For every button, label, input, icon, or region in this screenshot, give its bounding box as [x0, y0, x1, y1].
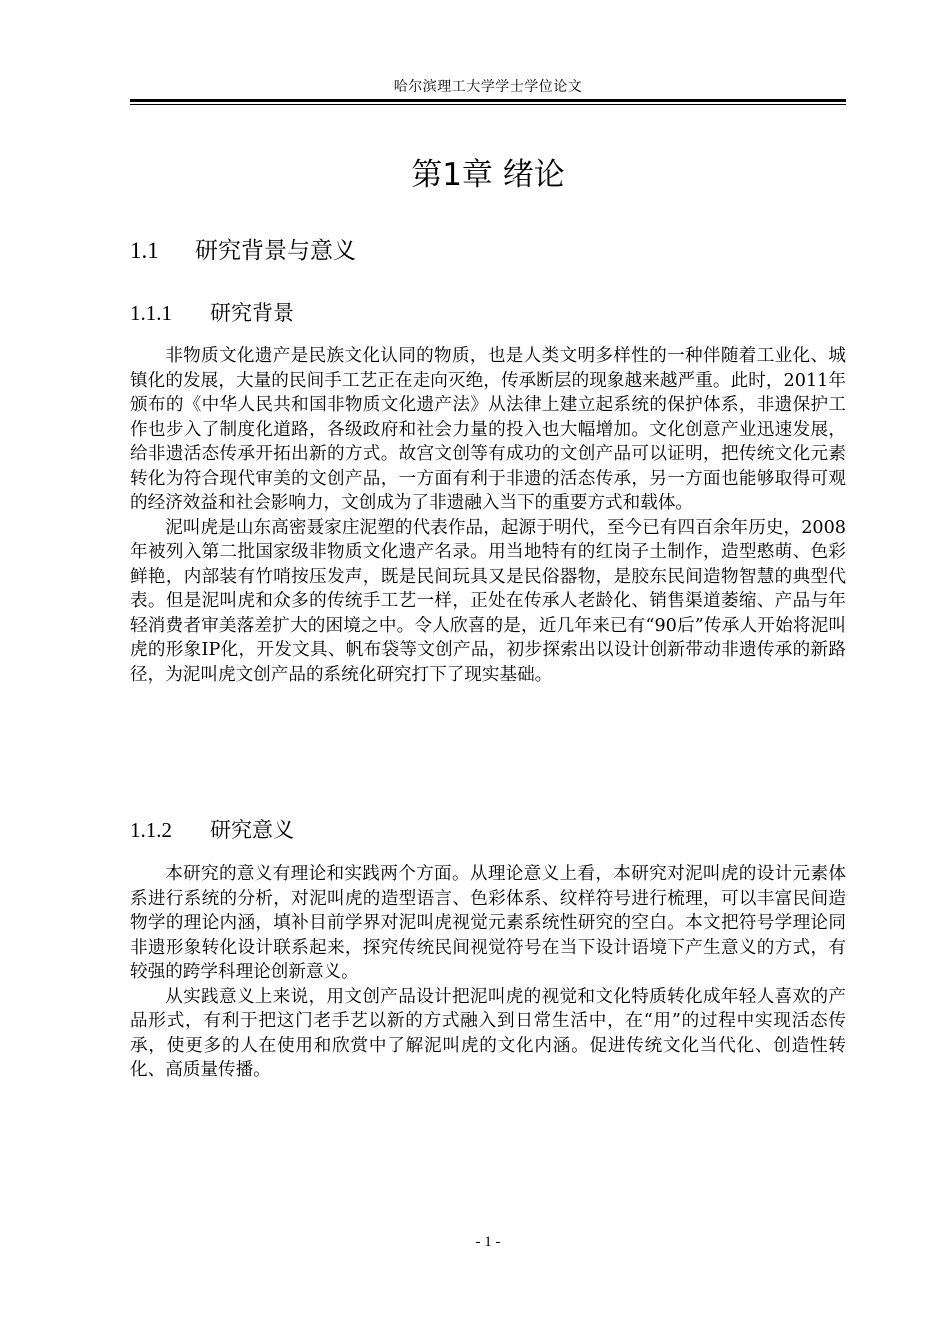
subsection-title: 研究背景 [210, 301, 294, 325]
chapter-title: 第1章 绪论 [411, 157, 565, 193]
subsection-heading-1-1-2 [130, 816, 294, 844]
running-header: 哈尔滨理工大学学士学位论文 [393, 79, 583, 95]
page-number: - 1 - [475, 1234, 501, 1250]
section-title: 研究背景与意义 [195, 238, 356, 264]
subsection-heading-1-1-1 [130, 299, 294, 327]
header-rule-thin [130, 104, 846, 105]
subsection-body-1-1-2 [130, 862, 846, 1083]
subsection-number: 1.1.1 [130, 301, 172, 325]
section-heading-1-1 [130, 236, 356, 266]
body-paragraph: 非物质文化遗产是民族文化认同的物质，也是人类文明多样性的一种伴随着工业化、城镇化的发展，大量的民间手工艺正在走向灭绝，传承断层的现象越来越严重。此时，2011年颁布的《中华人民共和国非物质文化遗产法》从法律上建立起系统的保护体系，非遗保护工作也步入了制度化道路，各级政府和社会力量的投入也大幅增加。文化创意产业迅速发展，给非遗活态传承开拓出新的方式。故宫文创等有成功的文创产品可以证明，把传统文化元素转化为符合现代审美的文创产品，一方面有利于非遗的活态传承，另一方面也能够取得可观的经济效益和社会影响力，文创成为了非遗融入当下的重要方式和载体。 [130, 346, 846, 513]
section-number: 1.1 [130, 238, 159, 263]
subsection-body-1-1-1 [130, 344, 846, 687]
header-rule-thick [130, 99, 846, 102]
subsection-number: 1.1.2 [130, 818, 172, 842]
body-paragraph: 本研究的意义有理论和实践两个方面。从理论意义上看，本研究对泥叫虎的设计元素体系进行系统的分析，对泥叫虎的造型语言、色彩体系、纹样符号进行梳理，可以丰富民间造物学的理论内涵，填补目前学界对泥叫虎视觉元素系统性研究的空白。本文把符号学理论同非遗形象转化设计联系起来，探究传统民间视觉符号在当下设计语境下产生意义的方式，有较强的跨学科理论创新意义。 [130, 864, 846, 982]
body-paragraph: 泥叫虎是山东高密聂家庄泥塑的代表作品，起源于明代，至今已有四百余年历史，2008年被列入第二批国家级非物质文化遗产名录。用当地特有的红岗子土制作，造型憨萌、色彩鲜艳，内部装有竹哨按压发声，既是民间玩具又是民俗器物，是胶东民间造物智慧的典型代表。但是泥叫虎和众多的传统手工艺一样，正处在传承人老龄化、销售渠道萎缩、产品与年轻消费者审美落差扩大的困境之中。令人欣喜的是，近几年来已有“90后”传承人开始将泥叫虎的形象IP化，开发文具、帆布袋等文创产品，初步探索出以设计创新带动非遗传承的新路径，为泥叫虎文创产品的系统化研究打下了现实基础。 [130, 517, 846, 685]
subsection-title: 研究意义 [210, 818, 294, 842]
body-paragraph: 从实践意义上来说，用文创产品设计把泥叫虎的视觉和文化特质转化成年轻人喜欢的产品形式，有利于把这门老手艺以新的方式融入到日常生活中，在“用”的过程中实现活态传承，使更多的人在使用和欣赏中了解泥叫虎的文化内涵。促进传统文化当代化、创造性转化、高质量传播。 [130, 986, 846, 1080]
